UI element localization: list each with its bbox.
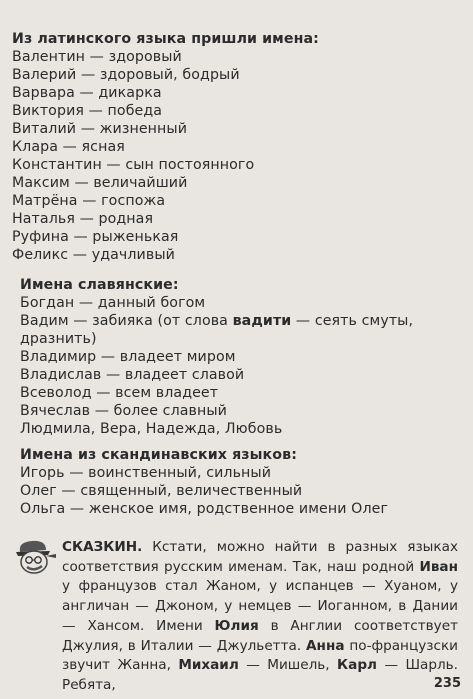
name-entry: Валерий — здоровый, бодрый	[12, 67, 240, 83]
name-entry-vadim	[12, 312, 462, 348]
bold-name: Иван	[419, 558, 458, 575]
name-entry: Феликс — удачливый	[12, 247, 175, 263]
skazkin-portrait-icon	[12, 538, 60, 576]
name-entry: Вячеслав — более славный	[20, 403, 227, 419]
skazkin-text-part: — Мишель,	[238, 657, 338, 674]
latin-names-section	[12, 30, 462, 264]
name-entry: Олег — священный, величественный	[20, 483, 303, 499]
name-entry: Руфина — рыженькая	[12, 229, 179, 245]
name-entry: Наталья — родная	[12, 211, 154, 227]
skazkin-text-part: у французов стал Жаном, у испанцев — Хуаном, у англичан — Джоном, у немцев — Иоганном, в Дании — Хансом. Имени	[62, 578, 458, 634]
name-entry: Владислав — владеет славой	[20, 367, 245, 383]
name-entry: Богдан — данный богом	[20, 295, 206, 311]
name-entry: Валентин — здоровый	[12, 49, 182, 65]
scandinavian-names-section	[12, 446, 462, 518]
bold-name: Михаил	[178, 657, 239, 674]
page-number: 235	[433, 676, 461, 691]
name-entry: Матрёна — госпожа	[12, 193, 166, 209]
name-entry: Виктория — победа	[12, 103, 163, 119]
skazkin-text	[12, 538, 458, 696]
name-entry: Константин — сын постоянного	[12, 157, 255, 173]
speaker-label: СКАЗКИН.	[62, 539, 143, 555]
scandinavian-heading: Имена из скандинавских языков:	[20, 447, 297, 463]
name-entry: Владимир — владеет миром	[20, 349, 236, 365]
bold-name: Анна	[306, 637, 345, 654]
latin-heading: Из латинского языка пришли имена:	[12, 31, 319, 47]
vadim-text: Вадим — забияка (от слова	[20, 313, 233, 329]
vadim-text-end: — сеять смуты, дразнить)	[20, 313, 414, 347]
skazkin-text-part: в Англии соответствует Джулия, в Италии — Джульетта.	[62, 617, 459, 654]
name-entry: Игорь — воинственный, сильный	[20, 465, 272, 481]
name-entry: Виталий — жизненный	[12, 121, 188, 137]
slavic-names-section	[12, 276, 462, 438]
skazkin-text-part: по-французски звучит Жанна,	[62, 637, 458, 674]
name-entry: Клара — ясная	[12, 139, 125, 155]
skazkin-text-part: — Шарль. Ребята,	[62, 657, 458, 693]
skazkin-text-part: Кстати, можно найти в разных языках соответствия русским именам. Так, наш родной	[62, 539, 458, 575]
bold-name: Юлия	[214, 617, 259, 634]
bold-name: Карл	[337, 657, 378, 674]
name-entry: Максим — величайший	[12, 175, 188, 191]
name-entry: Ольга — женское имя, родственное имени Олег	[20, 501, 388, 517]
name-entry: Людмила, Вера, Надежда, Любовь	[20, 421, 283, 437]
name-entry: Варвара — дикарка	[12, 85, 162, 101]
skazkin-paragraph	[12, 538, 458, 696]
vadim-bold-word: вадити	[232, 313, 292, 329]
slavic-heading: Имена славянские:	[20, 277, 179, 293]
name-entry: Всеволод — всем владеет	[20, 385, 219, 401]
